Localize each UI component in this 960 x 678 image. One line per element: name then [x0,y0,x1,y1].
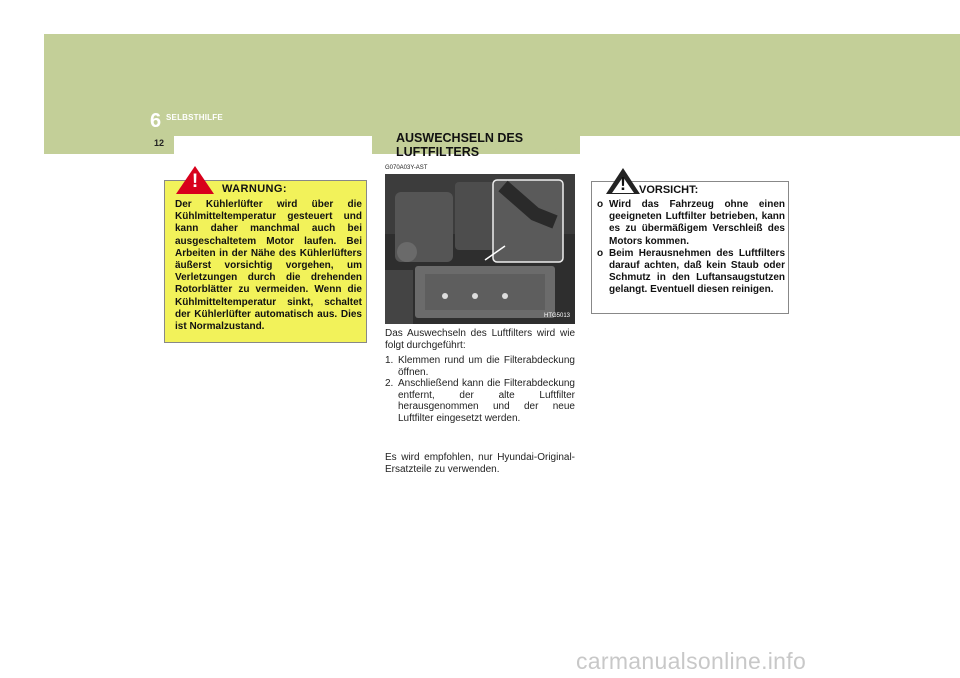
caution-exclamation-icon: ! [620,174,626,194]
engine-bay-photo [385,174,575,324]
step-number: 1. [385,355,394,366]
photo-label: HTG5013 [544,313,571,319]
caution-item-text: Beim Herausnehmen des Luftfilters darauf achten, daß kein Staub oder Schmutz in den Luftansaugstutzen gelangt. Eventuell diesen reinigen. [609,247,785,296]
chapter-number: 6 [150,110,162,132]
watermark: carmanualsonline.info [576,648,807,674]
list-item [597,199,785,248]
step-text: Anschließend kann die Filterabdeckung entfernt, der alte Luftfilter herausgenommen und der neue Luftfilter eingesetzt werden. [398,378,575,424]
page-number: 12 [154,138,165,148]
bullet: o [597,247,604,259]
steps-list [385,355,575,425]
section-code: G070A03Y-AST [385,165,428,171]
list-item [385,378,575,424]
caution-title: VORSICHT: [639,184,699,196]
warning-box [164,180,367,343]
warning-title: WARNUNG: [222,183,287,195]
intro-paragraph: Das Auswechseln des Luftfilters wird wie folgt durchgeführt: [385,328,575,351]
warning-exclamation-icon: ! [191,171,199,192]
step-text: Klemmen rund um die Filterabdeckung öffnen. [398,355,575,378]
outro-paragraph: Es wird empfohlen, nur Hyundai-Original-Ersatzteile zu verwenden. [385,452,575,475]
warning-text: Der Kühlerlüfter wird über die Kühlmitteltemperatur gesteuert und kann daher manchmal auch bei ausgeschaltetem Motor laufen. Bei Arbeiten in der Nähe des Kühlerlüfters äußerst vorsichtig vorgehen, um Verletzungen durch die drehenden Rotorblätter zu vermeiden. Wenn die Kühlmitteltemperatur sinkt, schaltet der Kühlerlüfter automatisch aus. Dies ist Normalzustand. [175,199,362,333]
list-item [597,248,785,297]
step-number: 2. [385,378,394,390]
section-title: AUSWECHSELN DES LUFTFILTERS [396,131,524,159]
caution-item-text: Wird das Fahrzeug ohne einen geeigneten Luftfilter betrieben, kann es zu übermäßigem Verschleiß des Motors kommen. [609,199,785,247]
bullet: o [597,199,604,210]
caution-list [597,199,785,297]
list-item [385,355,575,378]
chapter-title: SELBSTHILFE [166,113,223,122]
engine-bay-illustration [385,174,575,324]
